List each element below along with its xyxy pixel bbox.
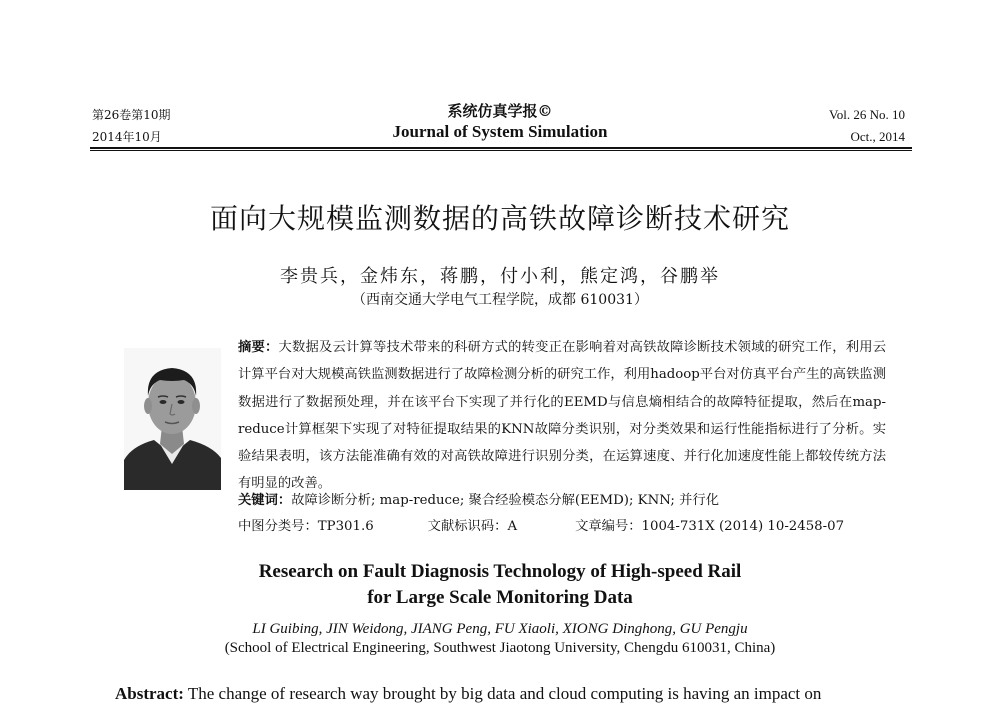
affiliation-cn: （西南交通大学电气工程学院，成都 610031） bbox=[352, 292, 648, 308]
issue-cn: 第26卷第10期 bbox=[92, 108, 171, 122]
authors-en: LI Guibing, JIN Weidong, JIANG Peng, FU Xiaoli, XIONG Dinghong, GU Pengju bbox=[252, 621, 748, 637]
abstract-label-cn: 摘要： bbox=[238, 340, 279, 355]
abstract-text-en: The change of research way brought by big data and cloud computing is having an impact on bbox=[183, 684, 822, 703]
clc-number: 中图分类号：TP301.6 bbox=[238, 519, 374, 534]
keywords-cn bbox=[238, 489, 719, 513]
abstract-label-en: Abstract: bbox=[115, 684, 184, 703]
article-number: 文章编号：1004-731X (2014) 10-2458-07 bbox=[575, 519, 845, 534]
paper-title-en bbox=[0, 559, 1000, 611]
affiliation-en: (School of Electrical Engineering, Southwest Jiaotong University, Chengdu 610031, China) bbox=[224, 640, 776, 656]
abstract-en bbox=[115, 683, 905, 705]
journal-name-en: Journal of System Simulation bbox=[392, 122, 608, 141]
abstract-text-cn: 大数据及云计算等技术带来的科研方式的转变正在影响着对高铁故障诊断技术领域的研究工作，利用云计算平台对大规模高铁监测数据进行了故障检测分析的研究工作，利用hadoop平台对仿真平台产生的高铁监测数据进行了数据预处理，并在该平台下实现了并行化的EEMD与信息熵相结合的故障特征提取，然后在map-reduce计算框架下实现了对特征提取结果的KNN故障分类识别，对分类效果和运行性能指标进行了分析。实验结果表明，该方法能准确有效的对高铁故障进行识别分类，在运算速度、并行化加速度性能上都较传统方法有明显的改善。 bbox=[238, 340, 887, 492]
keywords-text-cn: 故障诊断分析; map-reduce; 聚合经验模态分解(EEMD); KNN; 并行化 bbox=[291, 493, 720, 508]
paper-title-en-line1: Research on Fault Diagnosis Technology of High-speed Rail bbox=[258, 561, 742, 582]
author-photo bbox=[124, 348, 221, 490]
paper-title-en-line2: for Large Scale Monitoring Data bbox=[367, 587, 633, 608]
journal-name-cn: 系统仿真学报© bbox=[447, 102, 553, 120]
abstract-cn bbox=[238, 334, 886, 498]
volume-en: Vol. 26 No. 10 bbox=[829, 107, 905, 122]
classification-line bbox=[238, 515, 888, 539]
paper-title-cn: 面向大规模监测数据的高铁故障诊断技术研究 bbox=[209, 202, 790, 235]
header-rule-thick bbox=[90, 147, 912, 149]
date-cn: 2014年10月 bbox=[92, 130, 162, 144]
document-code: 文献标识码：A bbox=[427, 519, 518, 534]
date-en: Oct., 2014 bbox=[850, 129, 905, 144]
authors-cn: 李贵兵，金炜东，蒋鹏，付小利，熊定鸿，谷鹏举 bbox=[280, 266, 720, 287]
journal-issue-en bbox=[829, 104, 905, 148]
keywords-label-cn: 关键词： bbox=[238, 493, 292, 508]
header-rule-thin bbox=[90, 150, 912, 151]
